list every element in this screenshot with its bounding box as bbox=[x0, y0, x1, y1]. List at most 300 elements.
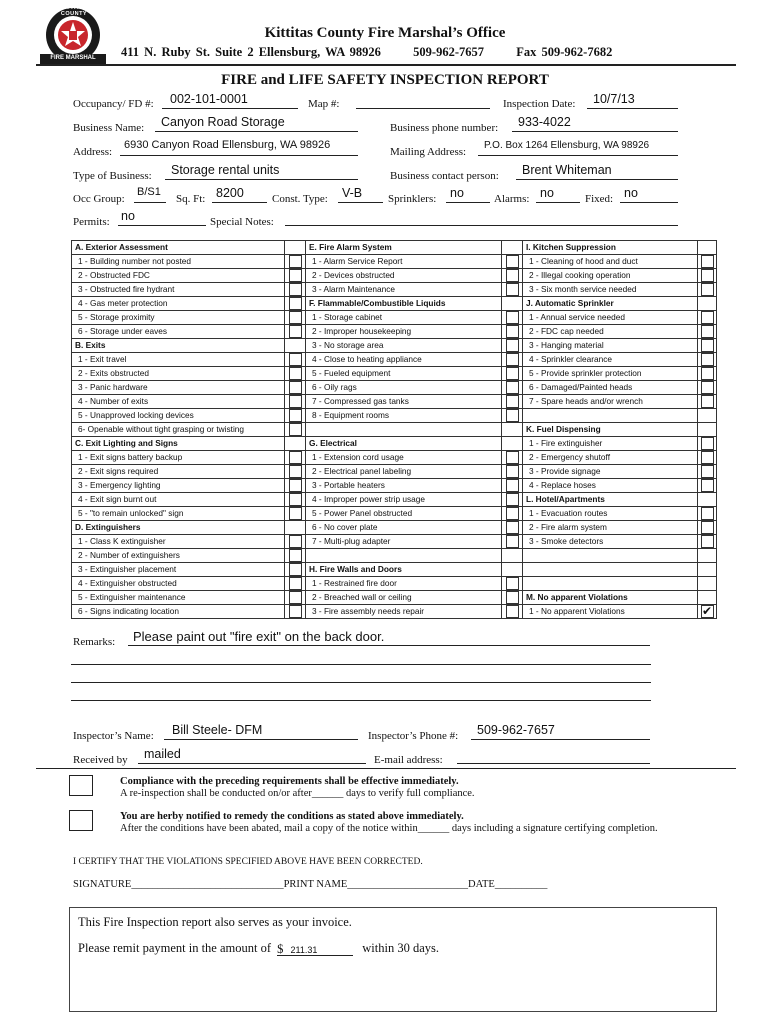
checkbox-cell bbox=[698, 548, 717, 562]
business-phone-label: Business phone number: bbox=[390, 122, 499, 134]
occ-group-label: Occ Group: bbox=[73, 193, 125, 205]
table-row bbox=[72, 380, 717, 394]
checkbox-cell bbox=[698, 506, 717, 520]
violation-checkbox[interactable] bbox=[701, 521, 714, 534]
violation-checkbox[interactable] bbox=[289, 395, 302, 408]
checkbox-cell bbox=[502, 464, 523, 478]
permits-field[interactable] bbox=[118, 209, 206, 226]
header-divider bbox=[36, 64, 736, 66]
violation-checkbox[interactable] bbox=[506, 339, 519, 352]
received-by-value: mailed bbox=[144, 747, 181, 761]
violation-checkbox[interactable] bbox=[506, 269, 519, 282]
invoice-prefix: Please remit payment in the amount of bbox=[78, 941, 272, 955]
checkbox-cell bbox=[502, 436, 523, 450]
violation-checkbox[interactable] bbox=[506, 353, 519, 366]
checkbox-cell bbox=[502, 492, 523, 506]
violation-checkbox[interactable] bbox=[289, 381, 302, 394]
violation-item-label: 2 - Devices obstructed bbox=[306, 268, 502, 282]
checkbox-cell bbox=[285, 338, 306, 352]
violation-item-label: 2 - Emergency shutoff bbox=[523, 450, 698, 464]
office-title: Kittitas County Fire Marshal’s Office bbox=[264, 25, 506, 41]
checkbox-cell bbox=[285, 506, 306, 520]
violation-checkbox[interactable] bbox=[289, 297, 302, 310]
violation-item-label: 2 - Electrical panel labeling bbox=[306, 464, 502, 478]
checkbox-cell bbox=[502, 268, 523, 282]
remarks-line-4[interactable] bbox=[71, 700, 651, 701]
compliance-title: Compliance with the preceding requirements shall be effective immediately. bbox=[120, 776, 459, 787]
violation-checkbox[interactable] bbox=[506, 577, 519, 590]
violation-checkbox[interactable] bbox=[701, 535, 714, 548]
violation-item-label: 1 - Extension cord usage bbox=[306, 450, 502, 464]
violation-item-label: 4 - Sprinkler clearance bbox=[523, 352, 698, 366]
checkbox-cell bbox=[285, 436, 306, 450]
violation-checkbox[interactable] bbox=[506, 325, 519, 338]
violation-checkbox[interactable] bbox=[289, 311, 302, 324]
received-by-label: Received by bbox=[73, 754, 128, 766]
checkbox-cell bbox=[698, 296, 717, 310]
violation-checkbox[interactable] bbox=[506, 409, 519, 422]
invoice-line-2 bbox=[78, 941, 439, 956]
checkbox-cell bbox=[502, 422, 523, 436]
remarks-line-3[interactable] bbox=[71, 682, 651, 683]
table-row bbox=[72, 254, 717, 268]
fixed-label: Fixed: bbox=[585, 193, 614, 205]
checkbox-cell bbox=[285, 464, 306, 478]
violation-item-label: 1 - Exit travel bbox=[72, 352, 285, 366]
section-heading: B. Exits bbox=[72, 338, 285, 352]
checkbox-cell bbox=[285, 324, 306, 338]
sqft-field[interactable] bbox=[212, 186, 267, 203]
table-row bbox=[72, 422, 717, 436]
section-heading: K. Fuel Dispensing bbox=[523, 422, 698, 436]
table-row bbox=[72, 366, 717, 380]
violation-checkbox[interactable] bbox=[701, 325, 714, 338]
occupancy-value: 002-101-0001 bbox=[170, 92, 248, 106]
signature-line[interactable]: SIGNATURE_____________________________PRINT NAME_______________________DATE__________ bbox=[73, 879, 548, 890]
invoice-amount-value: 211.31 bbox=[290, 945, 318, 955]
inspector-phone-value: 509-962-7657 bbox=[477, 723, 555, 737]
violation-checkbox[interactable] bbox=[701, 507, 714, 520]
notified-title: You are herby notified to remedy the conditions as stated above immediately. bbox=[120, 811, 464, 822]
checkbox-cell bbox=[698, 436, 717, 450]
checkbox-cell bbox=[285, 296, 306, 310]
table-row bbox=[72, 324, 717, 338]
checkbox-cell bbox=[285, 478, 306, 492]
table-row bbox=[72, 408, 717, 422]
checkbox-cell bbox=[502, 310, 523, 324]
violation-item-label: 7 - Spare heads and/or wrench bbox=[523, 394, 698, 408]
occupancy-field[interactable] bbox=[162, 92, 298, 109]
invoice-currency: $ bbox=[277, 942, 284, 956]
table-row bbox=[72, 576, 717, 590]
violation-item-label: 3 - Emergency lighting bbox=[72, 478, 285, 492]
table-row bbox=[72, 534, 717, 548]
notified-checkbox[interactable] bbox=[69, 810, 93, 831]
map-label: Map #: bbox=[308, 98, 340, 110]
certify-statement: I CERTIFY THAT THE VIOLATIONS SPECIFIED ABOVE HAVE BEEN CORRECTED. bbox=[73, 857, 423, 867]
checkbox-cell bbox=[698, 366, 717, 380]
violations-table bbox=[71, 240, 717, 619]
violation-checkbox[interactable] bbox=[701, 451, 714, 464]
violation-checkbox[interactable] bbox=[701, 465, 714, 478]
violation-item-label: 4 - Exit sign burnt out bbox=[72, 492, 285, 506]
table-row bbox=[72, 450, 717, 464]
address-value: 6930 Canyon Road Ellensburg, WA 98926 bbox=[124, 139, 331, 151]
office-fax: Fax 509-962-7682 bbox=[516, 45, 613, 59]
email-field[interactable] bbox=[457, 750, 650, 764]
violation-checkbox[interactable] bbox=[289, 255, 302, 268]
checkbox-cell bbox=[698, 324, 717, 338]
checkbox-cell bbox=[698, 562, 717, 576]
business-name-field[interactable] bbox=[155, 115, 358, 132]
violation-item-label: 4 - Close to heating appliance bbox=[306, 352, 502, 366]
violation-checkbox[interactable] bbox=[701, 367, 714, 380]
violation-checkbox[interactable] bbox=[289, 563, 302, 576]
violation-item-label: 2 - Exits obstructed bbox=[72, 366, 285, 380]
violation-checkbox[interactable] bbox=[506, 605, 519, 618]
violation-checkbox[interactable] bbox=[289, 493, 302, 506]
violation-checkbox[interactable] bbox=[289, 577, 302, 590]
violation-checkbox[interactable] bbox=[289, 451, 302, 464]
notified-subtext: After the conditions have been abated, mail a copy of the notice within______ days including a signature certifying completion. bbox=[120, 823, 658, 834]
checkbox-cell bbox=[285, 590, 306, 604]
inspector-name-field[interactable] bbox=[164, 723, 358, 740]
invoice-suffix: within 30 days. bbox=[362, 941, 439, 955]
checkbox-cell bbox=[285, 492, 306, 506]
checkbox-cell bbox=[285, 520, 306, 534]
section-heading: C. Exit Lighting and Signs bbox=[72, 436, 285, 450]
checkbox-cell bbox=[285, 394, 306, 408]
occupancy-label: Occupancy/ FD #: bbox=[73, 98, 154, 110]
violation-checkbox[interactable] bbox=[701, 479, 714, 492]
violation-item-label: 5 - "to remain unlocked" sign bbox=[72, 506, 285, 520]
section-heading: L. Hotel/Apartments bbox=[523, 492, 698, 506]
violation-checkbox[interactable] bbox=[506, 255, 519, 268]
violation-item-label: 1 - Building number not posted bbox=[72, 254, 285, 268]
section-heading: G. Electrical bbox=[306, 436, 502, 450]
checkbox-cell bbox=[285, 310, 306, 324]
sprinklers-value: no bbox=[450, 186, 464, 200]
violation-checkbox[interactable] bbox=[289, 325, 302, 338]
violation-checkbox[interactable] bbox=[506, 507, 519, 520]
violation-item-label: 5 - Unapproved locking devices bbox=[72, 408, 285, 422]
violation-checkbox[interactable] bbox=[289, 269, 302, 282]
checkbox-cell bbox=[502, 590, 523, 604]
violation-checkbox[interactable] bbox=[506, 479, 519, 492]
address-field[interactable] bbox=[120, 139, 358, 156]
violation-checkbox[interactable] bbox=[506, 451, 519, 464]
violation-item-label: 5 - Provide sprinkler protection bbox=[523, 366, 698, 380]
violation-item-label: 1 - Fire extinguisher bbox=[523, 436, 698, 450]
occ-group-value: B/S1 bbox=[137, 186, 161, 198]
checkbox-cell bbox=[502, 366, 523, 380]
office-phone: 509-962-7657 bbox=[413, 45, 484, 59]
occ-group-field[interactable] bbox=[134, 186, 166, 203]
violation-checkbox[interactable] bbox=[506, 381, 519, 394]
violation-item-label: 4 - Gas meter protection bbox=[72, 296, 285, 310]
type-label: Type of Business: bbox=[73, 170, 152, 182]
violation-checkbox[interactable] bbox=[289, 535, 302, 548]
violation-item-label: 4 - Number of exits bbox=[72, 394, 285, 408]
checkbox-cell bbox=[502, 394, 523, 408]
violation-checkbox[interactable] bbox=[289, 465, 302, 478]
violation-checkbox[interactable] bbox=[289, 549, 302, 562]
section-heading: H. Fire Walls and Doors bbox=[306, 562, 502, 576]
checkbox-cell bbox=[698, 478, 717, 492]
violation-item-label: 3 - Provide signage bbox=[523, 464, 698, 478]
const-field[interactable] bbox=[338, 186, 383, 203]
checkbox-cell bbox=[502, 520, 523, 534]
checkbox-cell bbox=[285, 450, 306, 464]
office-address-line bbox=[121, 45, 612, 60]
special-notes-label: Special Notes: bbox=[210, 216, 274, 228]
checkbox-cell bbox=[502, 282, 523, 296]
table-row bbox=[72, 268, 717, 282]
violation-checkbox[interactable] bbox=[701, 255, 714, 268]
violation-item-label: 3 - Extinguisher placement bbox=[72, 562, 285, 576]
mailing-value: P.O. Box 1264 Ellensburg, WA 98926 bbox=[484, 140, 650, 151]
violation-item-label: 3 - Six month service needed bbox=[523, 282, 698, 296]
checkbox-cell bbox=[285, 562, 306, 576]
checkbox-cell bbox=[285, 548, 306, 562]
checkbox-cell bbox=[285, 576, 306, 590]
violation-item-label: 2 - FDC cap needed bbox=[523, 324, 698, 338]
checkbox-cell bbox=[502, 338, 523, 352]
section-heading: F. Flammable/Combustible Liquids bbox=[306, 296, 502, 310]
violation-item-label: 3 - Alarm Maintenance bbox=[306, 282, 502, 296]
contact-field[interactable] bbox=[516, 163, 678, 180]
violation-checkbox[interactable] bbox=[701, 339, 714, 352]
checkbox-cell bbox=[698, 282, 717, 296]
empty-cell bbox=[306, 548, 502, 562]
fixed-value: no bbox=[624, 186, 638, 200]
sqft-label: Sq. Ft: bbox=[176, 193, 206, 205]
violation-item-label: 6- Openable without tight grasping or twisting bbox=[72, 422, 285, 436]
checkbox-cell bbox=[502, 296, 523, 310]
empty-cell bbox=[523, 408, 698, 422]
checkbox-cell bbox=[698, 520, 717, 534]
checkbox-cell bbox=[285, 380, 306, 394]
checkbox-cell bbox=[285, 408, 306, 422]
inspector-name-label: Inspector’s Name: bbox=[73, 730, 154, 742]
checkbox-cell bbox=[502, 478, 523, 492]
violation-item-label: 2 - Improper housekeeping bbox=[306, 324, 502, 338]
checkbox-cell bbox=[502, 241, 523, 255]
fixed-field[interactable] bbox=[620, 186, 678, 203]
violation-item-label: 6 - No cover plate bbox=[306, 520, 502, 534]
violation-checkbox[interactable] bbox=[701, 311, 714, 324]
section-heading: M. No apparent Violations bbox=[523, 590, 698, 604]
violation-item-label: 4 - Replace hoses bbox=[523, 478, 698, 492]
checkbox-cell bbox=[698, 450, 717, 464]
checkbox-cell bbox=[698, 352, 717, 366]
violation-checkbox[interactable] bbox=[289, 283, 302, 296]
checkbox-cell bbox=[698, 422, 717, 436]
contact-value: Brent Whiteman bbox=[522, 163, 612, 177]
checkbox-cell bbox=[698, 590, 717, 604]
violation-checkbox[interactable] bbox=[701, 353, 714, 366]
checkbox-cell bbox=[698, 338, 717, 352]
const-label: Const. Type: bbox=[272, 193, 328, 205]
section-heading: D. Extinguishers bbox=[72, 520, 285, 534]
table-row bbox=[72, 464, 717, 478]
checkbox-cell bbox=[285, 254, 306, 268]
inspection-date-value: 10/7/13 bbox=[593, 92, 635, 106]
violation-item-label: 3 - Hanging material bbox=[523, 338, 698, 352]
section-heading: I. Kitchen Suppression bbox=[523, 241, 698, 255]
violation-checkbox[interactable] bbox=[289, 507, 302, 520]
violation-item-label: 2 - Illegal cooking operation bbox=[523, 268, 698, 282]
violation-item-label: 6 - Storage under eaves bbox=[72, 324, 285, 338]
violation-item-label: 1 - Exit signs battery backup bbox=[72, 450, 285, 464]
violation-item-label: 5 - Fueled equipment bbox=[306, 366, 502, 380]
checkbox-cell bbox=[285, 282, 306, 296]
violation-item-label: 4 - Improper power strip usage bbox=[306, 492, 502, 506]
violation-item-label: 1 - Storage cabinet bbox=[306, 310, 502, 324]
violation-checkbox[interactable] bbox=[701, 395, 714, 408]
email-label: E-mail address: bbox=[374, 754, 443, 766]
table-row bbox=[72, 548, 717, 562]
checkbox-cell bbox=[285, 422, 306, 436]
violation-checkbox[interactable] bbox=[506, 283, 519, 296]
table-row bbox=[72, 338, 717, 352]
violation-item-label: 8 - Equipment rooms bbox=[306, 408, 502, 422]
compliance-checkbox[interactable] bbox=[69, 775, 93, 796]
checkbox-cell bbox=[698, 408, 717, 422]
contact-label: Business contact person: bbox=[390, 170, 499, 182]
empty-cell bbox=[523, 576, 698, 590]
violation-checkbox[interactable] bbox=[289, 409, 302, 422]
remarks-label: Remarks: bbox=[73, 636, 116, 648]
section-divider bbox=[36, 768, 736, 769]
special-notes-field[interactable] bbox=[285, 212, 678, 226]
invoice-box bbox=[69, 907, 717, 1012]
inspector-phone-field[interactable] bbox=[471, 723, 650, 740]
violation-checkbox[interactable] bbox=[506, 367, 519, 380]
invoice-line-1: This Fire Inspection report also serves as your invoice. bbox=[78, 915, 352, 929]
violation-item-label: 1 - Alarm Service Report bbox=[306, 254, 502, 268]
checkbox-cell bbox=[698, 492, 717, 506]
violation-checkbox[interactable] bbox=[506, 395, 519, 408]
violation-item-label: 6 - Damaged/Painted heads bbox=[523, 380, 698, 394]
violation-item-label: 6 - Signs indicating location bbox=[72, 604, 285, 618]
checkbox-cell bbox=[285, 604, 306, 618]
violation-item-label: 2 - Number of extinguishers bbox=[72, 548, 285, 562]
violation-checkbox[interactable] bbox=[289, 353, 302, 366]
violation-checkbox[interactable] bbox=[701, 381, 714, 394]
checkbox-cell bbox=[698, 254, 717, 268]
mailing-field[interactable] bbox=[478, 142, 678, 156]
inspector-phone-label: Inspector’s Phone #: bbox=[368, 730, 459, 742]
no-violations-checkbox[interactable]: ✔ bbox=[701, 604, 713, 618]
checkbox-cell bbox=[502, 562, 523, 576]
checkbox-cell bbox=[502, 408, 523, 422]
violation-checkbox[interactable] bbox=[701, 437, 714, 450]
map-field[interactable] bbox=[356, 95, 490, 109]
checkbox-cell bbox=[502, 548, 523, 562]
violation-checkbox[interactable] bbox=[506, 493, 519, 506]
empty-cell bbox=[306, 422, 502, 436]
table-row bbox=[72, 436, 717, 450]
received-by-field[interactable] bbox=[138, 747, 366, 764]
empty-cell bbox=[523, 562, 698, 576]
violation-checkbox[interactable] bbox=[289, 605, 302, 618]
checkbox-cell bbox=[502, 324, 523, 338]
checkbox-cell bbox=[698, 310, 717, 324]
checkbox-cell bbox=[285, 366, 306, 380]
table-row bbox=[72, 282, 717, 296]
violation-item-label: 4 - Extinguisher obstructed bbox=[72, 576, 285, 590]
checkbox-cell bbox=[698, 604, 717, 618]
violation-item-label: 3 - No storage area bbox=[306, 338, 502, 352]
violation-item-label: 1 - Cleaning of hood and duct bbox=[523, 254, 698, 268]
violation-checkbox[interactable] bbox=[289, 591, 302, 604]
violation-checkbox[interactable] bbox=[289, 367, 302, 380]
remarks-field[interactable] bbox=[128, 629, 650, 646]
violation-checkbox[interactable] bbox=[289, 479, 302, 492]
violation-item-label: 5 - Storage proximity bbox=[72, 310, 285, 324]
table-row bbox=[72, 590, 717, 604]
violation-checkbox[interactable] bbox=[701, 269, 714, 282]
business-phone-field[interactable] bbox=[512, 115, 678, 132]
inspection-date-field[interactable] bbox=[587, 92, 678, 109]
remarks-line-2[interactable] bbox=[71, 664, 651, 665]
checkbox-cell bbox=[698, 380, 717, 394]
violation-checkbox[interactable] bbox=[701, 283, 714, 296]
business-phone-value: 933-4022 bbox=[518, 115, 571, 129]
table-row bbox=[72, 394, 717, 408]
violation-item-label: 3 - Obstructed fire hydrant bbox=[72, 282, 285, 296]
address-label: Address: bbox=[73, 146, 113, 158]
checkbox-cell bbox=[285, 534, 306, 548]
section-heading: A. Exterior Assessment bbox=[72, 241, 285, 255]
type-field[interactable] bbox=[165, 163, 358, 180]
violation-checkbox[interactable] bbox=[506, 311, 519, 324]
checkbox-cell bbox=[502, 352, 523, 366]
mailing-label: Mailing Address: bbox=[390, 146, 467, 158]
alarms-field[interactable] bbox=[536, 186, 580, 203]
violation-item-label: 7 - Compressed gas tanks bbox=[306, 394, 502, 408]
checkbox-cell bbox=[285, 241, 306, 255]
violation-checkbox[interactable] bbox=[506, 535, 519, 548]
invoice-amount-field[interactable] bbox=[277, 942, 353, 956]
violation-item-label: 5 - Power Panel obstructed bbox=[306, 506, 502, 520]
table-row bbox=[72, 520, 717, 534]
violation-item-label: 2 - Breached wall or ceiling bbox=[306, 590, 502, 604]
table-row bbox=[72, 478, 717, 492]
violation-item-label: 1 - Evacuation routes bbox=[523, 506, 698, 520]
table-row bbox=[72, 310, 717, 324]
violation-item-label: 6 - Oily rags bbox=[306, 380, 502, 394]
checkbox-cell bbox=[502, 380, 523, 394]
violation-checkbox[interactable] bbox=[506, 465, 519, 478]
sqft-value: 8200 bbox=[216, 186, 244, 200]
office-address: 411 N. Ruby St. Suite 2 Ellensburg, WA 98926 bbox=[121, 45, 381, 59]
checkbox-cell bbox=[502, 450, 523, 464]
table-row bbox=[72, 241, 717, 255]
violation-checkbox[interactable] bbox=[506, 521, 519, 534]
violation-checkbox[interactable] bbox=[289, 423, 302, 436]
checkbox-cell bbox=[502, 604, 523, 618]
sprinklers-label: Sprinklers: bbox=[388, 193, 437, 205]
violation-item-label: 3 - Fire assembly needs repair bbox=[306, 604, 502, 618]
checkbox-cell bbox=[698, 394, 717, 408]
checkbox-cell bbox=[698, 464, 717, 478]
violation-item-label: 1 - Annual service needed bbox=[523, 310, 698, 324]
violation-checkbox[interactable] bbox=[506, 591, 519, 604]
checkbox-cell bbox=[285, 268, 306, 282]
sprinklers-field[interactable] bbox=[446, 186, 490, 203]
